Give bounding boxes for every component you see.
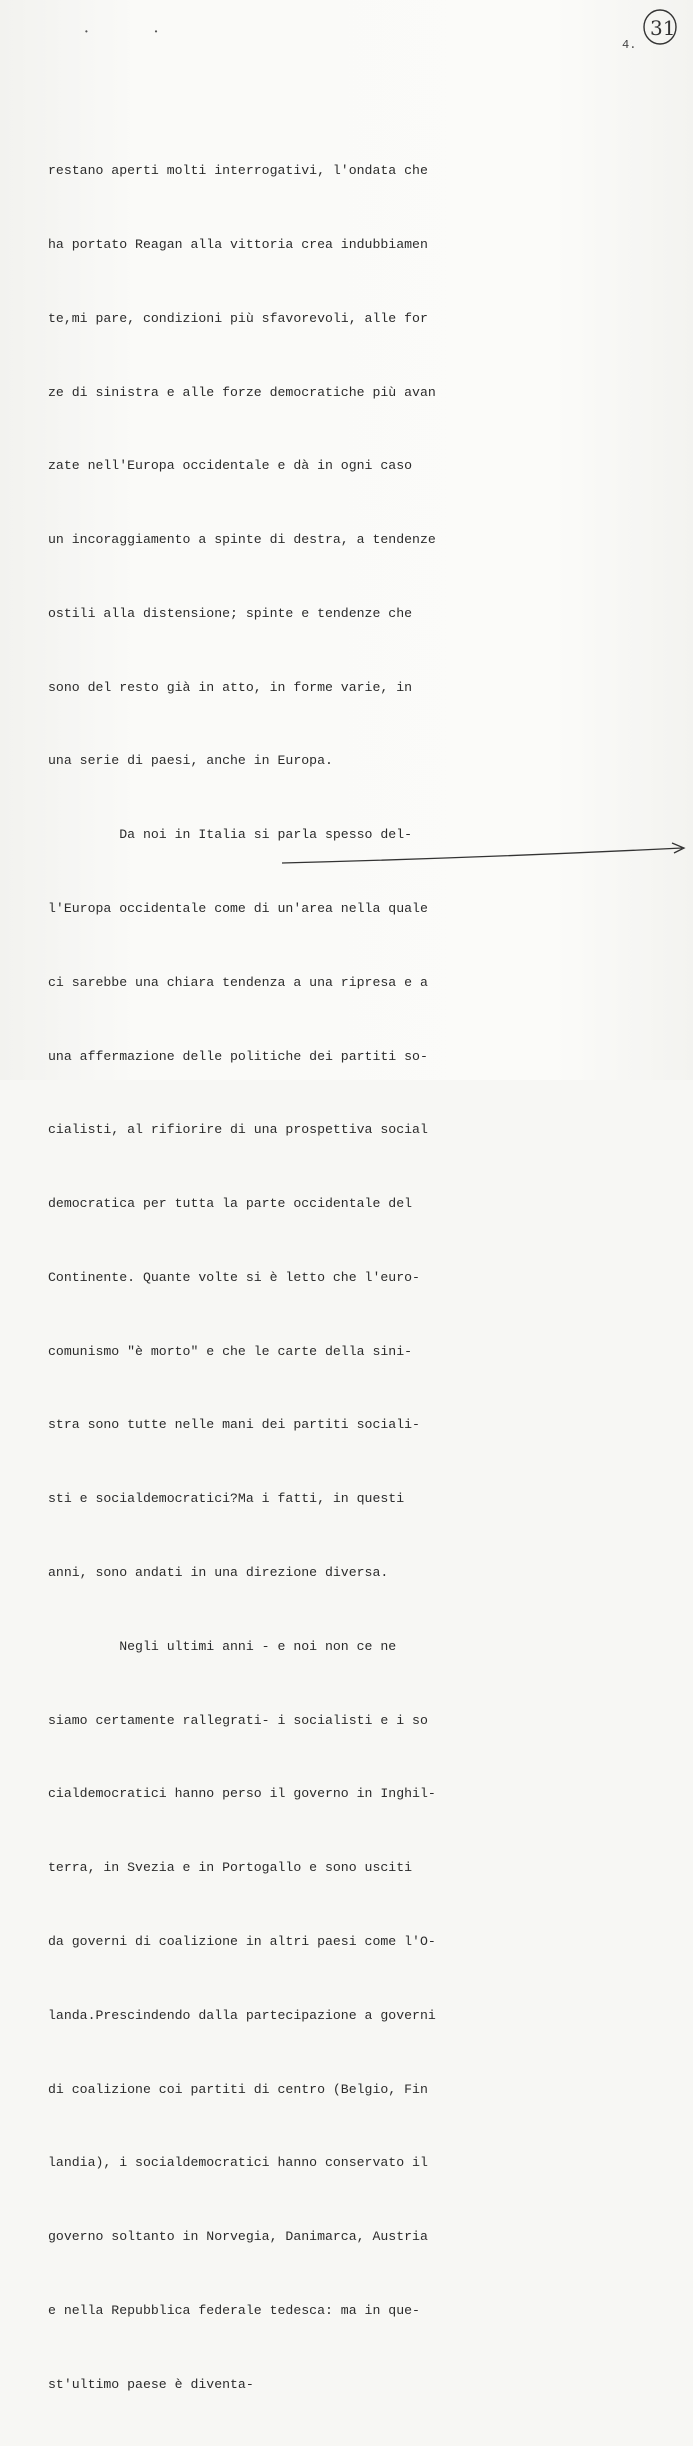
text-line: ostili alla distensione; spinte e tendenze che [48,605,413,621]
text-line: Negli ultimi anni - e noi non ce ne [48,1638,397,1654]
text-line: un incoraggiamento a spinte di destra, a tendenze [48,532,436,548]
paper-specks: • • [84,28,189,37]
text-line: cialdemocratici hanno perso il governo in Inghil- [48,1786,436,1802]
text-line: stra sono tutte nelle mani dei partiti sociali- [48,1417,420,1433]
text-line: l'Europa occidentale come di un'area nella quale [48,901,428,916]
text-line: landa.Prescindendo dalla partecipazione a governi [48,2007,436,2023]
text-line: st'ultimo paese è diventa- [48,2376,254,2392]
text-line: democratica per tutta la parte occidentale del [48,1196,413,1212]
text-line: terra, in Svezia e in Portogallo e sono usciti [48,1860,413,1876]
text-line: cialisti, al rifiorire di una prospettiva social [48,1122,428,1138]
text-line: da governi di coalizione in altri paesi come l'O- [48,1933,436,1949]
text-line: governo soltanto in Norvegia, Danimarca, Austria [48,2229,428,2245]
text-line: comunismo "è morto" e che le carte della sini- [48,1343,413,1359]
archive-stamp-number: 31 [650,16,676,40]
archive-stamp-icon [642,8,678,46]
text-line: restano aperti molti interrogativi, l'ondata che [48,163,428,179]
text-line: sono del resto già in atto, in forme varie, in [48,679,413,695]
body-text [48,110,468,2446]
text-line: ha portato Reagan alla vittoria crea indubbiamen [48,236,428,252]
text-line: di coalizione coi partiti di centro (Belgio, Fin [48,2081,428,2097]
text-line: una serie di paesi, anche in Europa. [48,753,333,769]
page-number: 4. [622,38,637,52]
text-line: Da noi in Italia si parla spesso del- [48,827,413,843]
text-line: e nella Repubblica federale tedesca: ma in que- [48,2302,420,2318]
text-line: siamo certamente rallegrati- i socialisti e i so [48,1712,428,1728]
text-line: una affermazione delle politiche dei partiti so- [48,1048,428,1064]
text-line: te,mi pare, condizioni più sfavorevoli, alle for [48,310,428,326]
text-line: sti e socialdemocratici?Ma i fatti, in questi [48,1491,405,1507]
text-line: zate nell'Europa occidentale e dà in ogni caso [48,458,413,474]
text-line: Continente. Quante volte si è letto che l'euro- [48,1269,420,1285]
text-line: ci sarebbe una chiara tendenza a una ripresa e a [48,974,428,990]
text-line: landia), i socialdemocratici hanno conservato il [48,2155,428,2171]
text-line: anni, sono andati in una direzione diversa. [48,1565,389,1581]
text-line: ze di sinistra e alle forze democratiche più avan [48,384,436,400]
continuation-arrow-icon [280,840,690,870]
